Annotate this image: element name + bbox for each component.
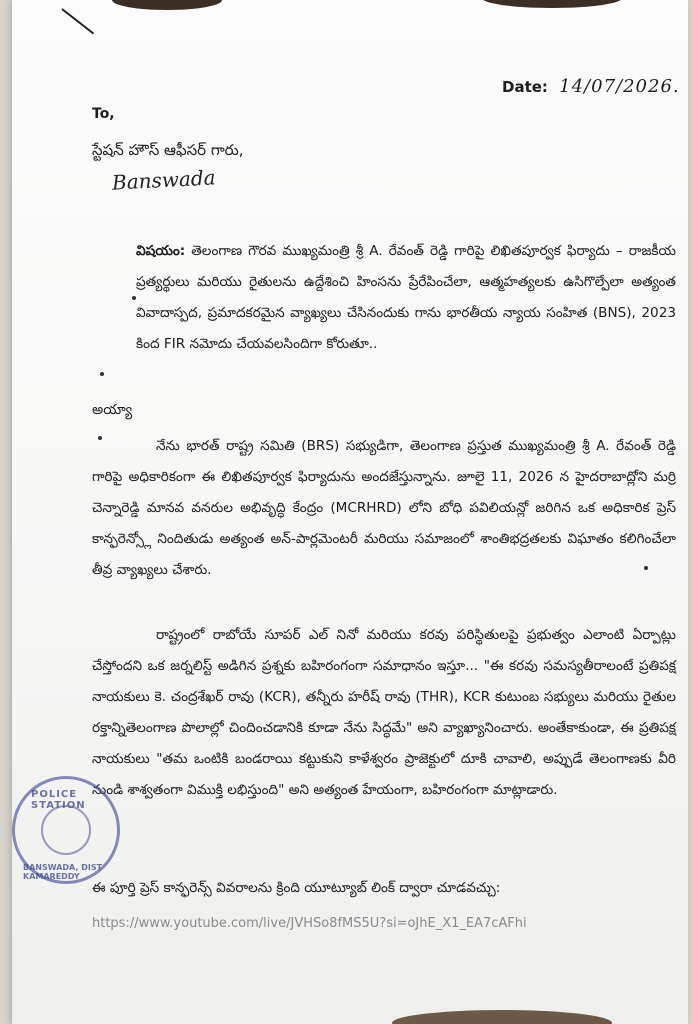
date-line <box>502 76 680 97</box>
pen-mark <box>61 8 94 34</box>
recipient-address: స్టేషన్ హౌస్ ఆఫీసర్ గారు, <box>92 141 244 159</box>
stamp-top-text: POLICE STATION <box>31 789 86 811</box>
stamp-emblem <box>41 805 91 855</box>
speck <box>100 372 104 376</box>
date-label: Date: <box>502 78 548 96</box>
finger-shadow <box>112 0 222 10</box>
subject-block <box>136 236 676 360</box>
body-paragraph-3: ఈ పూర్తి ప్రెస్ కాన్ఫరెన్స్ వివరాలను క్రింది యూట్యూబ్ లింక్ ద్వారా చూడవచ్చు: <box>92 880 501 896</box>
police-station-stamp <box>12 776 120 884</box>
handwritten-place: Banswada <box>111 165 217 195</box>
finger-shadow <box>392 1010 612 1024</box>
finger-shadow <box>482 0 622 8</box>
body-paragraph-1: నేను భారత్ రాష్ట్ర సమితి (BRS) సభ్యుడిగా, తెలంగాణ ప్రస్తుత ముఖ్యమంత్రి శ్రీ A. రేవంత్ రెడ్డి గారిపై అధికారికంగా ఈ లిఖితపూర్వక ఫిర్యాదును అందజేస్తున్నాను. జూలై 11, 2026 న హైదరాబాద్లోని మర్రి చెన్నారెడ్డి మానవ వనరుల అభివృద్ధి కేంద్రం (MCRHRD) లోని బోధి పవిలియన్లో జరిగిన ఒక అధికారిక ప్రెస్ కాన్ఫరెన్స్లో నిందితుడు అత్యంత అన్-పార్లమెంటరీ మరియు సమాజంలో శాంతిభద్రతలకు విఘాతం కలిగించేలా తీవ్ర వ్యాఖ్యలు చేశారు. <box>92 438 676 578</box>
salutation: అయ్యా <box>92 402 133 418</box>
speck <box>98 436 102 440</box>
subject-text: తెలంగాణ గౌరవ ముఖ్యమంత్రి శ్రీ A. రేవంత్ రెడ్డి గారిపై లిఖితపూర్వక ఫిర్యాదు – రాజకీయ ప్రత్యర్థులు మరియు రైతులను ఉద్దేశించి హింసను ప్రేరేపించేలా, ఆత్మహత్యలకు ఉసిగొల్పేలా అత్యంత వివాదాస్పద, ప్రమాదకరమైన వ్యాఖ్యలు చేసినందుకు గాను భారతీయ న్యాయ సంహిత (BNS), 2023 కింద FIR నమోదు చేయవలసిందిగా కోరుతూ.. <box>136 243 676 352</box>
speck <box>644 566 648 570</box>
stamp-bottom-text: BANSWADA, DIST KAMAREDDY <box>23 863 103 881</box>
body-paragraph-2: రాష్ట్రంలో రాబోయే సూపర్ ఎల్ నినో మరియు కరవు పరిస్థితులపై ప్రభుత్వం ఎలాంటి ఏర్పాట్లు చేస్తోందని ఒక జర్నలిస్ట్ అడిగిన ప్రశ్నకు బహిరంగంగా సమాధానం ఇస్తూ... "ఈ కరవు సమస్యతీరాలంటే ప్రతిపక్ష నాయకులు కె. చంద్రశేఖర్ రావు (KCR), తన్నీరు హరీష్ రావు (THR), KCR కుటుంబ సభ్యులు మరియు రైతుల రక్తాన్నితెలంగాణ పొలాల్లో చిందించడానికి కూడా నేను సిద్ధమే" అని వ్యాఖ్యానించారు. అంతేకాకుండా, ఈ ప్రతిపక్ష నాయకులు "తమ ఒంటికి బండరాయి కట్టుకుని కాళేశ్వరం ప్రాజెక్టులో దూకి చావాలి, అప్పుడే తెలంగాణకు వీరి నుండి శాశ్వతంగా విముక్తి లభిస్తుంది" అని అత్యంత హేయంగా, బహిరంగంగా మాట్లాడారు. <box>92 627 676 798</box>
letter-page <box>12 0 688 1024</box>
speck <box>132 296 136 300</box>
youtube-link[interactable]: https://www.youtube.com/live/JVHSo8fMS5U?si=oJhE_X1_EA7cAFhi <box>92 916 527 931</box>
date-value: 14/07/2026. <box>559 76 680 97</box>
to-label: To, <box>92 106 115 122</box>
subject-label: విషయం: <box>136 243 186 259</box>
